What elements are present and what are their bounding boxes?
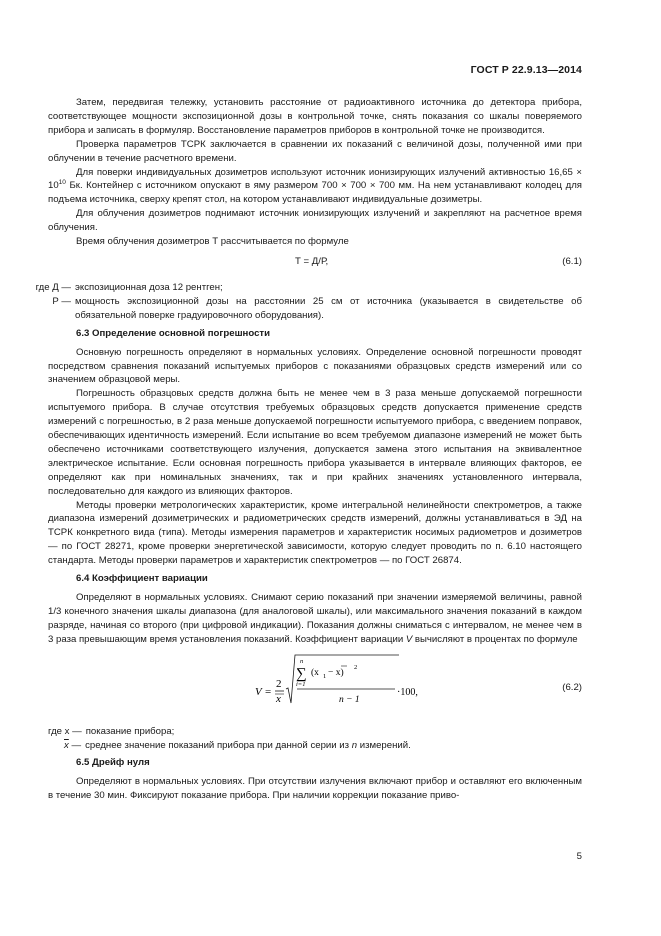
formula-6-1-number: (6.1) <box>562 255 582 267</box>
variable-n: n <box>351 739 358 751</box>
paragraph-trolley: Затем, передвигая тележку, установить расстояние от радиоактивного источника до детектора прибора, соответствующее мощности экспозиционной дозы в контрольной точке, снять показания со шкалы поверяемого прибора и записать в формуляр. Восстановление параметров приборов в контрольной точке не производится. <box>48 97 582 136</box>
formula-6-2-number: (6.2) <box>562 681 582 693</box>
where-p-text: мощность экспозиционной дозы на расстоянии 25 см от источника (указывается в свидетельстве об обязательной поверке градуировочного оборудования). <box>75 295 582 321</box>
formula-equals: = <box>265 685 272 698</box>
xbar-symbol: $\overline{x}$ <box>64 739 69 751</box>
formula-lhs-v: V <box>255 685 262 698</box>
xbar-dash: — <box>68 739 82 751</box>
text-fragment: Бк. Контейнер с источником опускают в яму размером 700 × 700 × 700 мм. На нем устанавливают колодец для подъема источника, сверху крепят стол, на котором устанавливают индивидуальные дозиметры. <box>48 180 582 206</box>
where-xbar-symbol <box>64 739 81 753</box>
paragraph-time-formula-intro: Время облучения дозиметров Т рассчитывается по формуле <box>76 236 349 248</box>
where-p-row <box>26 295 582 323</box>
formula-denominator: n − 1 <box>339 694 360 705</box>
where-p-label: Р — <box>52 295 71 307</box>
text-fragment: Для поверки индивидуальных дозиметров используют источник ионизирующих излучений активностью 16,65 × 10 <box>48 166 582 192</box>
formula-sum-bottom: i=1 <box>296 680 306 688</box>
paragraph-variation <box>48 591 582 647</box>
superscript-exponent: 10 <box>58 179 66 187</box>
formula-term-sup: 2 <box>354 663 358 671</box>
formula-term-sub: 1 <box>323 672 327 680</box>
variable-v: V <box>405 633 413 645</box>
where-xbar-row <box>48 739 582 753</box>
formula-6-2-graphic <box>253 651 418 723</box>
paragraph-irradiation: Для облучения дозиметров поднимают источник ионизирующих излучений и закрепляют на расчетное время облучения. <box>48 208 582 234</box>
paragraph-source-activity <box>48 166 582 208</box>
formula-term-minus: − x) <box>328 667 344 678</box>
standard-header: ГОСТ Р 22.9.13—2014 <box>470 64 582 76</box>
text-fragment: Определяют в нормальных условиях. Снимают серию показаний при значении измеряемой величины, равной 1/3 конечного значения шкалы диапазона (для аналоговой шкалы), или максимального значения показаний в каждом разряде, начиная со второго (при цифровой индикации). Показания должны сниматься с интервалом, не менее чем в 3 раза превышающим время установления показаний. Коэффициент вариации <box>48 592 582 645</box>
where-d-row <box>26 281 582 295</box>
page-content <box>35 96 582 803</box>
formula-sum-top: n <box>300 657 304 665</box>
where-d-label: где Д — <box>35 281 71 293</box>
formula-tail: ·100, <box>397 686 418 698</box>
section-heading-6-5: 6.5 Дрейф нуля <box>76 757 150 769</box>
formula-sum-sign: ∑ <box>296 665 307 682</box>
page-number: 5 <box>576 851 582 862</box>
formula-6-1 <box>48 255 582 277</box>
section-heading-6-4: 6.4 Коэффициент вариации <box>76 573 208 585</box>
formula-6-1-text: Т = Д/Р, <box>295 255 329 267</box>
where-x-row <box>48 725 582 739</box>
paragraph-reference-error: Погрешность образцовых средств должна быть не менее чем в 3 раза меньше допускаемой погрешности испытуемого прибора. В случае отсутствия требуемых образцовых средств допускается применение средств измерений с погрешностью, в 2 раза меньше допускаемой погрешности испытуемого прибора, с введением поправок, обеспечивающих идентичность измерений. Если испытание во всем требуемом диапазоне измерений не может быть обеспечено источниками соответствующего излучения, допускается замена этого испытания на эквивалентное электрическое испытание. Если основная погрешность прибора указывается в интервале влияющих факторов, ее определяют как при номинальных значениях, так и при крайних значениях установленного интервала, последовательно для каждого из влияющих факторов. <box>48 388 582 497</box>
formula-term: (x <box>311 667 319 678</box>
formula-xbar: x <box>276 692 281 705</box>
paragraph-basic-error: Основную погрешность определяют в нормальных условиях. Определение основной погрешности проводят посредством сравнения показаний испытуемых приборов с показаниями образцовых средств измерений или со значением образцовой меры. <box>48 346 582 386</box>
text-fragment: вычисляют в процентах по формуле <box>412 633 578 645</box>
where-x-text: показание прибора; <box>85 725 175 737</box>
where-d-text: экспозиционная доза 12 рентген; <box>75 281 223 293</box>
paragraph-zero-drift: Определяют в нормальных условиях. При отсутствии излучения включают прибор и оставляют его включенным в течение 30 мин. Фиксируют показание прибора. При наличии коррекции показание приво- <box>48 776 582 802</box>
where-x-label: где x — <box>48 725 82 737</box>
paragraph-tsrk-check: Проверка параметров ТСРК заключается в сравнении их показаний с величиной дозы, полученной ими при облучении в течение расчетного времени. <box>48 138 582 164</box>
section-heading-6-3: 6.3 Определение основной погрешности <box>76 327 271 339</box>
formula-6-2 <box>48 651 582 723</box>
text-fragment: среднее значение показаний прибора при данной серии из <box>85 739 352 751</box>
paragraph-methods: Методы проверки метрологических характеристик, кроме интегральной нелинейности спектрометров, а также диапазона измерений дозиметрических и радиометрических средств измерений, должны устанавливаться в ЭД на ТСРК конкретного вида (типа). Методы измерения параметров и характеристик носимых радиометров и дозиметров — по ГОСТ 28271, кроме проверки энергетической зависимости, которую следует проводить по п. 6.10 настоящего стандарта. Методы проверки параметров и характеристик спектрометров — по ГОСТ 26874. <box>48 499 582 567</box>
formula-two: 2 <box>276 677 282 690</box>
where-xbar-text <box>81 739 582 753</box>
text-fragment: измерений. <box>357 739 411 751</box>
